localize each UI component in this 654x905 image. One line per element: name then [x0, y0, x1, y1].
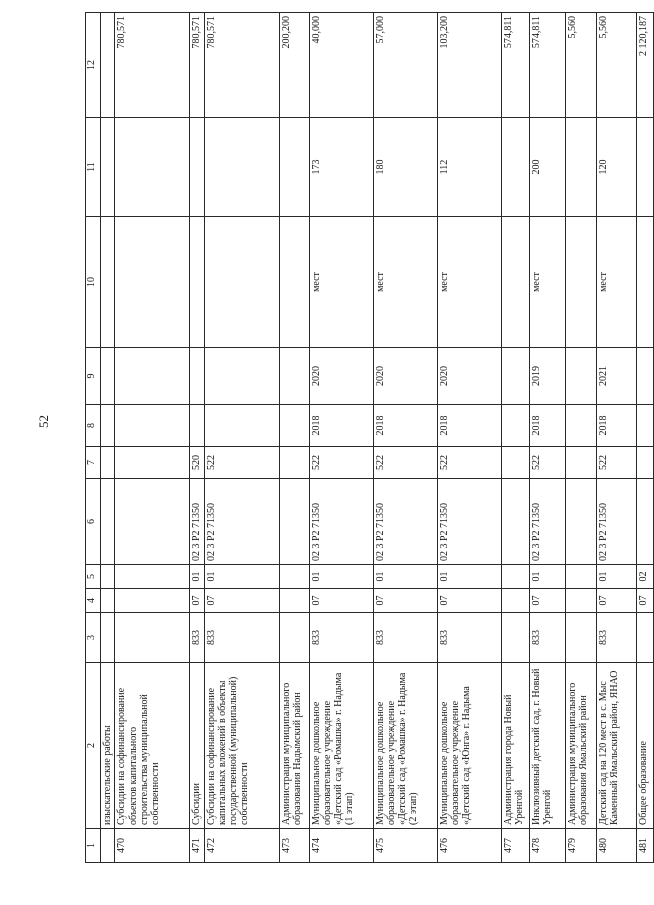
column-header-3: 3 — [86, 613, 101, 663]
table-cell-col2: изыскательские работы — [101, 663, 115, 829]
table-cell-col1: 473 — [279, 829, 309, 863]
table-cell-col6: 02 3 P2 71350 — [437, 479, 501, 565]
table-cell-col4 — [565, 589, 596, 613]
table-cell-col11: 120 — [596, 118, 636, 217]
rotated-table-frame — [85, 13, 649, 863]
page-number: 52 — [36, 415, 51, 428]
table-cell-col7: 522 — [373, 447, 437, 479]
table-cell-col6: 02 3 P2 71350 — [373, 479, 437, 565]
table-cell-col10: мест — [309, 217, 373, 348]
table-row — [190, 13, 204, 863]
budget-table — [85, 12, 654, 863]
table-cell-col5: 01 — [204, 565, 279, 589]
table-cell-col12: 5,560 — [565, 13, 596, 118]
table-cell-col7: 522 — [437, 447, 501, 479]
table-cell-col7 — [636, 447, 653, 479]
table-cell-col3: 833 — [204, 613, 279, 663]
table-cell-col4: 07 — [373, 589, 437, 613]
table-cell-col8 — [279, 405, 309, 447]
table-cell-col3: 833 — [596, 613, 636, 663]
table-cell-col4: 07 — [636, 589, 653, 613]
table-cell-col9: 2020 — [309, 348, 373, 405]
table-cell-col2: Детский сад на 120 мест в с. Мыс Каменный Ямальский район, ЯНАО — [596, 663, 636, 829]
table-cell-col10 — [501, 217, 529, 348]
table-cell-col1: 472 — [204, 829, 279, 863]
table-cell-col3: 833 — [529, 613, 565, 663]
table-cell-col3: 833 — [437, 613, 501, 663]
table-cell-col3 — [565, 613, 596, 663]
table-cell-col4: 07 — [529, 589, 565, 613]
table-cell-col1: 477 — [501, 829, 529, 863]
table-cell-col2: Муниципальное дошкольное образовательное учреждение «Детский сад «Ромашка» г. Надыма (2 этап) — [373, 663, 437, 829]
table-cell-col11: 173 — [309, 118, 373, 217]
table-cell-col7 — [115, 447, 190, 479]
table-cell-col7 — [279, 447, 309, 479]
table-cell-col5 — [279, 565, 309, 589]
table-cell-col11: 200 — [529, 118, 565, 217]
table-cell-col10: мест — [373, 217, 437, 348]
table-cell-col9 — [101, 348, 115, 405]
table-cell-col8 — [190, 405, 204, 447]
table-cell-col1: 476 — [437, 829, 501, 863]
table-cell-col9: 2020 — [373, 348, 437, 405]
table-cell-col7 — [565, 447, 596, 479]
table-cell-col3 — [501, 613, 529, 663]
table-cell-col3 — [115, 613, 190, 663]
table-cell-col8 — [501, 405, 529, 447]
table-cell-col8: 2018 — [596, 405, 636, 447]
table-cell-col12: 574,811 — [529, 13, 565, 118]
table-row — [501, 13, 529, 863]
table-cell-col6 — [501, 479, 529, 565]
table-cell-col7: 522 — [529, 447, 565, 479]
table-cell-col4: 07 — [596, 589, 636, 613]
table-cell-col9 — [190, 348, 204, 405]
table-cell-col6: 02 3 P2 71350 — [204, 479, 279, 565]
table-cell-col11 — [565, 118, 596, 217]
table-cell-col11 — [501, 118, 529, 217]
table-row — [373, 13, 437, 863]
column-header-4: 4 — [86, 589, 101, 613]
table-cell-col11 — [636, 118, 653, 217]
table-cell-col5: 01 — [373, 565, 437, 589]
table-cell-col3: 833 — [309, 613, 373, 663]
table-cell-col12: 40,000 — [309, 13, 373, 118]
table-cell-col1: 479 — [565, 829, 596, 863]
table-cell-col4 — [115, 589, 190, 613]
table-cell-col1: 480 — [596, 829, 636, 863]
table-cell-col9 — [565, 348, 596, 405]
table-cell-col12: 780,571 — [190, 13, 204, 118]
table-cell-col10: мест — [596, 217, 636, 348]
table-cell-col10 — [204, 217, 279, 348]
table-cell-col4: 07 — [437, 589, 501, 613]
table-cell-col11 — [279, 118, 309, 217]
table-cell-col2: Субсидии на софинансирование объектов капитального строительства муниципальной собственности — [115, 663, 190, 829]
table-cell-col5: 01 — [309, 565, 373, 589]
column-header-8: 8 — [86, 405, 101, 447]
table-cell-col6: 02 3 P2 71350 — [596, 479, 636, 565]
table-cell-col10: мест — [529, 217, 565, 348]
table-cell-col11 — [204, 118, 279, 217]
table-cell-col12: 2 120,187 — [636, 13, 653, 118]
table-cell-col6 — [279, 479, 309, 565]
table-cell-col6: 02 3 P2 71350 — [529, 479, 565, 565]
column-header-6: 6 — [86, 479, 101, 565]
table-row — [437, 13, 501, 863]
table-cell-col9: 2020 — [437, 348, 501, 405]
table-cell-col3 — [101, 613, 115, 663]
table-cell-col5: 01 — [596, 565, 636, 589]
table-cell-col12 — [101, 13, 115, 118]
table-cell-col11: 180 — [373, 118, 437, 217]
table-cell-col5 — [565, 565, 596, 589]
table-cell-col11 — [190, 118, 204, 217]
table-cell-col10 — [190, 217, 204, 348]
table-cell-col1: 475 — [373, 829, 437, 863]
table-cell-col11: 112 — [437, 118, 501, 217]
table-cell-col4 — [501, 589, 529, 613]
table-cell-col7: 520 — [190, 447, 204, 479]
table-cell-col7 — [501, 447, 529, 479]
table-cell-col9 — [501, 348, 529, 405]
table-row — [279, 13, 309, 863]
table-cell-col7 — [101, 447, 115, 479]
table-cell-col1: 474 — [309, 829, 373, 863]
table-row — [204, 13, 279, 863]
table-cell-col1 — [101, 829, 115, 863]
table-cell-col12: 5,560 — [596, 13, 636, 118]
table-cell-col11 — [101, 118, 115, 217]
table-cell-col4: 07 — [190, 589, 204, 613]
table-row — [565, 13, 596, 863]
table-cell-col9 — [636, 348, 653, 405]
table-cell-col1: 471 — [190, 829, 204, 863]
table-cell-col5: 02 — [636, 565, 653, 589]
table-cell-col6 — [101, 479, 115, 565]
table-cell-col6 — [115, 479, 190, 565]
table-cell-col12: 780,571 — [204, 13, 279, 118]
table-cell-col10: мест — [437, 217, 501, 348]
table-cell-col6 — [636, 479, 653, 565]
column-header-9: 9 — [86, 348, 101, 405]
table-cell-col5 — [115, 565, 190, 589]
table-cell-col2: Администрация муниципального образования Ямальский район — [565, 663, 596, 829]
table-cell-col9 — [115, 348, 190, 405]
table-cell-col12: 200,200 — [279, 13, 309, 118]
column-header-11: 11 — [86, 118, 101, 217]
table-row — [101, 13, 115, 863]
column-header-10: 10 — [86, 217, 101, 348]
table-cell-col3 — [279, 613, 309, 663]
column-header-12: 12 — [86, 13, 101, 118]
table-cell-col4 — [279, 589, 309, 613]
table-cell-col5: 01 — [437, 565, 501, 589]
table-cell-col1: 478 — [529, 829, 565, 863]
table-cell-col8 — [636, 405, 653, 447]
column-header-7: 7 — [86, 447, 101, 479]
table-cell-col2: Субсидии на софинансирование капитальных вложений в объекты государственной (муниципальной) собственности — [204, 663, 279, 829]
table-body — [86, 13, 654, 863]
table-cell-col8: 2018 — [437, 405, 501, 447]
table-cell-col2: Администрация муниципального образования Надымский район — [279, 663, 309, 829]
table-cell-col8: 2018 — [309, 405, 373, 447]
table-cell-col3: 833 — [190, 613, 204, 663]
table-row — [636, 13, 653, 863]
table-cell-col3: 833 — [373, 613, 437, 663]
table-cell-col12: 57,000 — [373, 13, 437, 118]
table-cell-col10 — [115, 217, 190, 348]
table-header-row — [86, 13, 101, 863]
table-cell-col9: 2021 — [596, 348, 636, 405]
table-row — [309, 13, 373, 863]
table-cell-col4: 07 — [204, 589, 279, 613]
table-cell-col5: 01 — [529, 565, 565, 589]
table-cell-col5 — [101, 565, 115, 589]
table-cell-col1: 481 — [636, 829, 653, 863]
table-cell-col2: Инклюзивный детский сад, г. Новый Уренгой — [529, 663, 565, 829]
table-row — [596, 13, 636, 863]
table-cell-col8 — [101, 405, 115, 447]
table-cell-col4 — [101, 589, 115, 613]
table-cell-col10 — [636, 217, 653, 348]
table-cell-col3 — [636, 613, 653, 663]
table-cell-col8 — [115, 405, 190, 447]
table-row — [115, 13, 190, 863]
column-header-5: 5 — [86, 565, 101, 589]
table-cell-col10 — [565, 217, 596, 348]
table-cell-col8 — [565, 405, 596, 447]
table-cell-col10 — [101, 217, 115, 348]
table-cell-col9 — [204, 348, 279, 405]
table-cell-col2: Муниципальное дошкольное образовательное учреждение «Детский сад «Юнга» г. Надыма — [437, 663, 501, 829]
column-header-2: 2 — [86, 663, 101, 829]
column-header-1: 1 — [86, 829, 101, 863]
table-cell-col7: 522 — [596, 447, 636, 479]
table-cell-col12: 103,200 — [437, 13, 501, 118]
table-cell-col11 — [115, 118, 190, 217]
table-cell-col6: 02 3 P2 71350 — [309, 479, 373, 565]
table-cell-col5 — [501, 565, 529, 589]
table-cell-col8: 2018 — [373, 405, 437, 447]
table-cell-col2: Общее образование — [636, 663, 653, 829]
table-cell-col1: 470 — [115, 829, 190, 863]
table-cell-col2: Администрация города Новый Уренгой — [501, 663, 529, 829]
table-cell-col10 — [279, 217, 309, 348]
table-cell-col7: 522 — [309, 447, 373, 479]
table-cell-col12: 574,811 — [501, 13, 529, 118]
table-cell-col2: Муниципальное дошкольное образовательное учреждение «Детский сад «Ромашка» г. Надыма (1 этап) — [309, 663, 373, 829]
table-cell-col8: 2018 — [529, 405, 565, 447]
table-cell-col7: 522 — [204, 447, 279, 479]
table-cell-col6: 02 3 P2 71350 — [190, 479, 204, 565]
table-cell-col12: 780,571 — [115, 13, 190, 118]
table-cell-col6 — [565, 479, 596, 565]
table-cell-col8 — [204, 405, 279, 447]
table-cell-col4: 07 — [309, 589, 373, 613]
table-cell-col5: 01 — [190, 565, 204, 589]
table-cell-col9 — [279, 348, 309, 405]
table-cell-col9: 2019 — [529, 348, 565, 405]
table-cell-col2: Субсидии — [190, 663, 204, 829]
table-row — [529, 13, 565, 863]
